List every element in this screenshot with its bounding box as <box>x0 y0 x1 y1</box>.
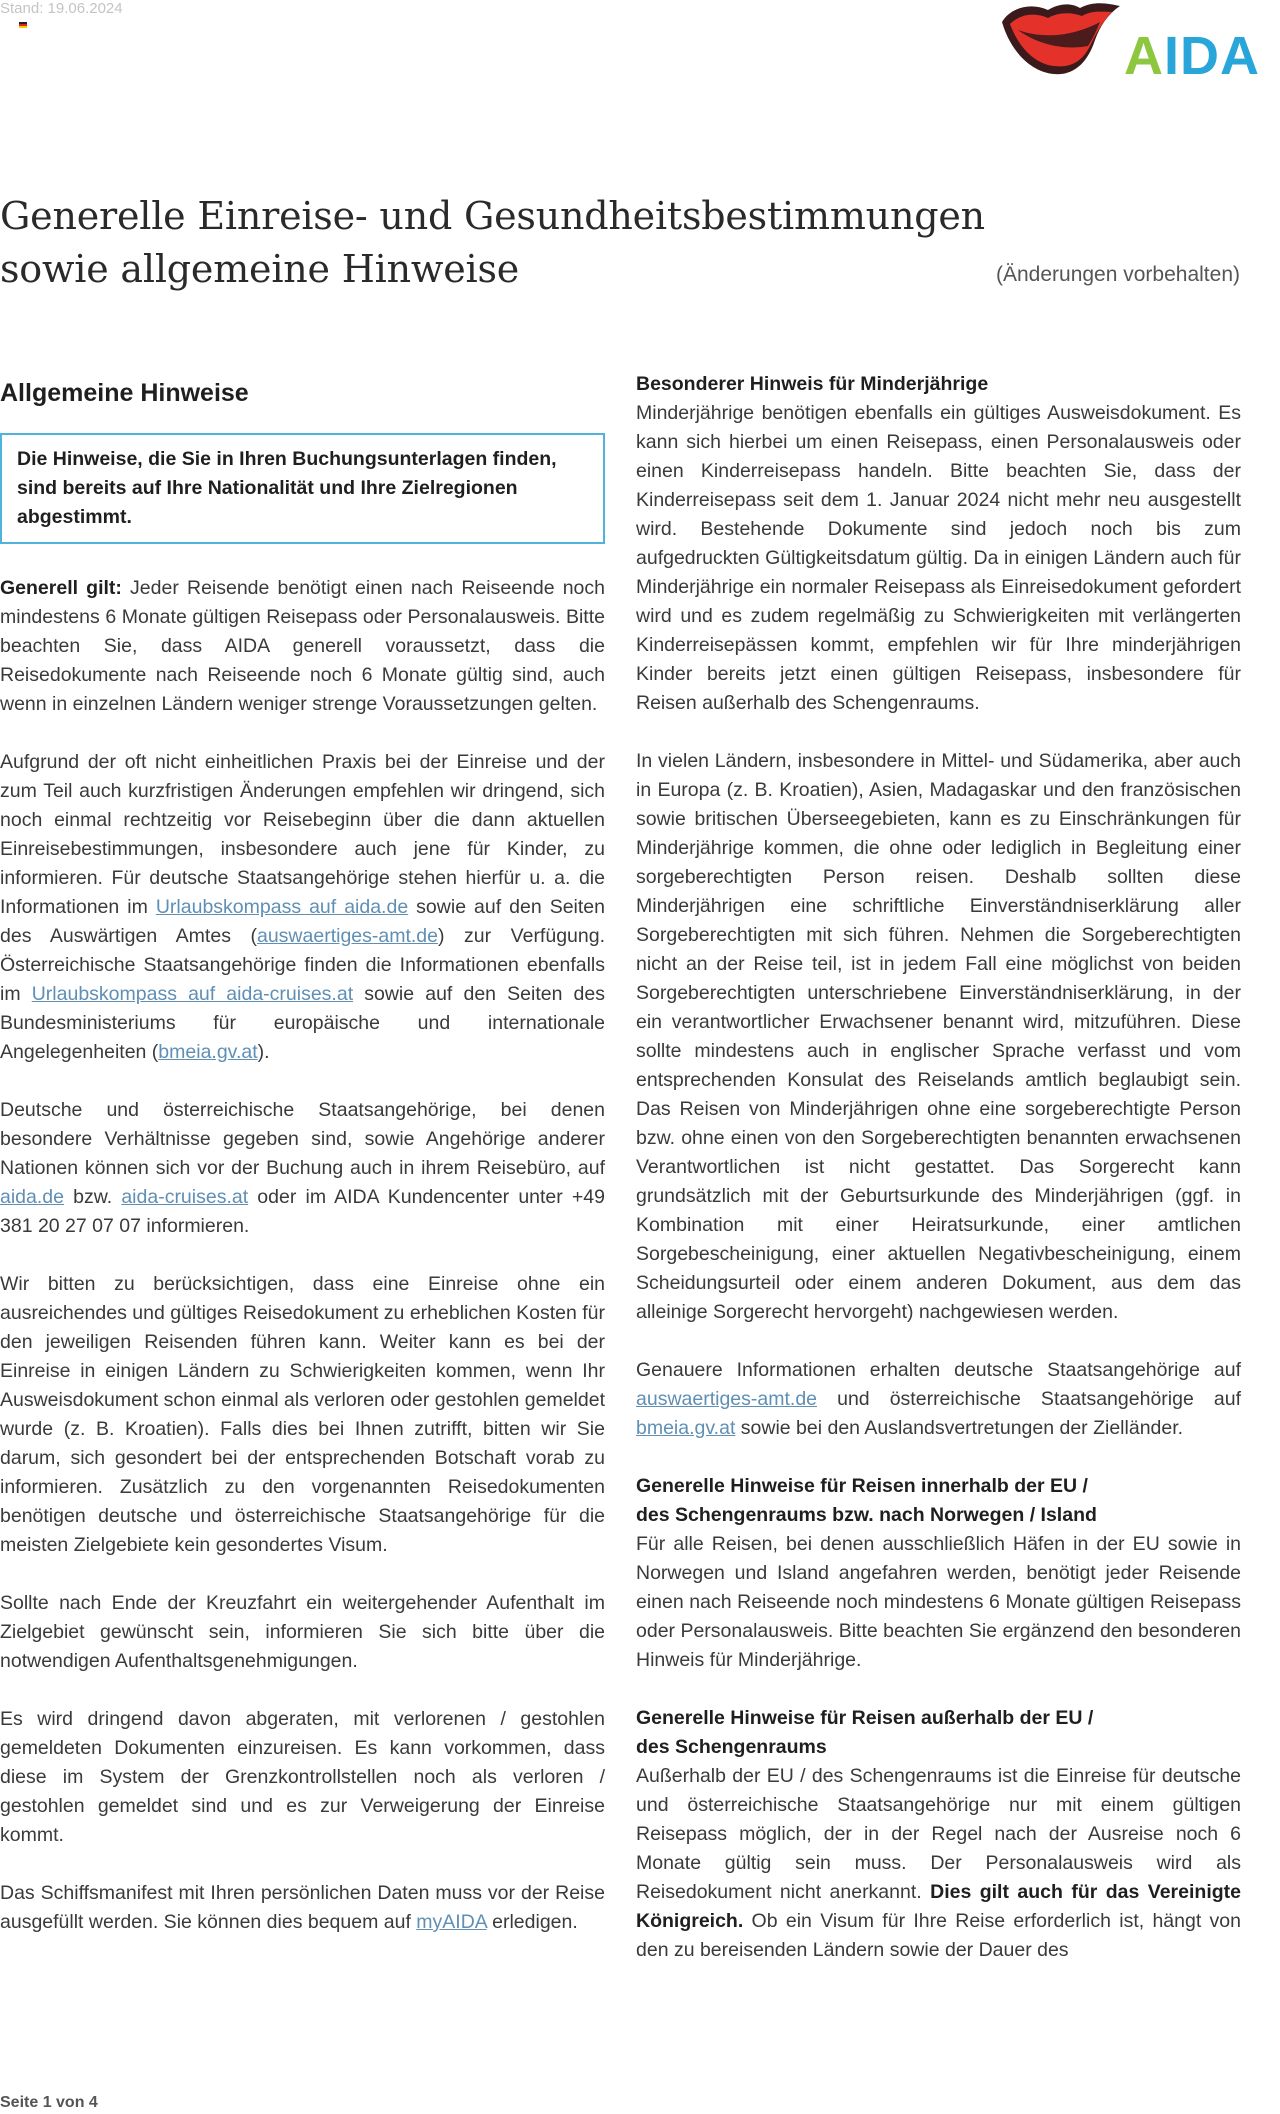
paragraph-recommendation: Aufgrund der oft nicht einheitlichen Praxis bei der Einreise und der zum Teil auch kurzfristigen Änderungen empfehlen wir dringend, sich noch einmal rechtzeitig vor Reisebeginn über die dann aktuellen Einreisebestimmungen, insbesondere auch jene für Kinder, zu informieren. Für deutsche Staatsangehörige stehen hierfür u. a. die Informationen im Urlaubskompass auf aida.de sowie auf den Seiten des Auswärtigen Amtes (auswaertiges-amt.de) zur Verfügung. Österreichische Staatsangehörige finden die Informationen ebenfalls im Urlaubskompass auf aida-cruises.at sowie auf den Seiten des Bundesministeriums für europäische und internationale Angelegenheiten (bmeia.gv.at). <box>0 751 605 1063</box>
link-urlaubskompass-aida-cruises[interactable]: Urlaubskompass auf aida-cruises.at <box>31 983 354 1005</box>
logo-text: AIDA <box>1124 26 1261 80</box>
section-heading-minors: Besonderer Hinweis für Minderjährige <box>636 373 989 395</box>
paragraph-minors-consent: In vielen Ländern, insbesondere in Mittel- und Südamerika, aber auch in Europa (z. B. Kroatien), Asien, Madagaskar und den französischen sowie britischen Überseegebieten, kann es zu Einschränkungen für Minderjährige kommen, die ohne oder lediglich in Begleitung einer sorgeberechtigten Person reisen. Deshalb sollten diese Minderjährigen eine schriftliche Einverständniserklärung aller Sorgeberechtigten mit sich führen. Nehmen die Sorgeberechtigten nicht an der Reise teil, ist in jedem Fall eine möglichst von beiden Sorgeberechtigten unterschriebene Einverständniserklärung, in der ein verantwortlicher Erwachsener benannt wird, mitzuführen. Diese sollte mindestens auch in englischer Sprache verfasst und vom entsprechenden Konsulat des Reiselands amtlich beglaubigt sein. Das Reisen von Minderjährigen ohne eine sorgeberechtigte Person bzw. ohne einen von den Sorgeberechtigten benannten erwachsenen Verantwortlichen ist nicht gestattet. Das Sorgerecht kann grundsätzlich mit der Geburtsurkunde des Minderjährigen (ggf. in Kombination mit einer Heiratsurkunde, einer amtlichen Sorgebescheinigung, einer aktuellen Negativbescheinigung, einem Scheidungsurteil oder einem anderen Dokument, aus dem das alleinige Sorgerecht hervorgeht) nachgewiesen werden. <box>636 750 1241 1323</box>
paragraph-ship-manifest: Das Schiffsmanifest mit Ihren persönlichen Daten muss vor der Reise ausgefüllt werden. Sie können dies bequem auf myAIDA erledigen. <box>0 1882 605 1933</box>
paragraph-costs-warning: Wir bitten zu berücksichtigen, dass eine Einreise ohne ein ausreichendes und gültiges Reisedokument zu erheblichen Kosten für den jeweiligen Reisenden führen kann. Weiter kann es bei der Einreise in einigen Ländern zu Schwierigkeiten kommen, wenn Ihr Ausweisdokument schon einmal als verloren oder gestohlen gemeldet wurde (z. B. Kroatien). Falls dies bei Ihnen zutrifft, bitten wir Sie darum, sich gesondert bei der entsprechenden Botschaft vorab zu informieren. Zusätzlich zu den vorgenannten Reisedokumenten benötigen deutsche und österreichische Staatsangehörige für die meisten Zielgebiete kein gesondertes Visum. <box>0 1273 605 1556</box>
paragraph-general-rule: Generell gilt: Jeder Reisende benötigt einen nach Reiseende noch mindestens 6 Monate gültigen Reisepass oder Personalausweis. Bitte beachten Sie, dass AIDA generell voraussetzt, dass die Reisedokumente nach Reiseende noch 6 Monate gültig sind, auch wenn in einzelnen Ländern weniger strenge Voraussetzungen gelten. <box>0 577 605 715</box>
paragraph-special-cases: Deutsche und österreichische Staatsangehörige, bei denen besondere Verhältnisse gegeben sind, sowie Angehörige anderer Nationen können sich vor der Buchung auch in ihrem Reisebüro, auf aida.de bzw. aida-cruises.at oder im AIDA Kundencenter unter +49 381 20 27 07 07 informieren. <box>0 1099 605 1237</box>
paragraph-eu-travel: Für alle Reisen, bei denen ausschließlich Häfen in der EU sowie in Norwegen und Island angefahren werden, benötigt jeder Reisende einen nach Reiseende noch mindestens 6 Monate gültigen Reisepass oder Personalausweis. Bitte beachten Sie ergänzend den besonderen Hinweis für Minderjährige. <box>636 1533 1241 1671</box>
link-auswaertiges-amt-2[interactable]: auswaertiges-amt.de <box>636 1388 818 1410</box>
link-aida-de[interactable]: aida.de <box>0 1186 64 1208</box>
link-bmeia[interactable]: bmeia.gv.at <box>158 1041 258 1063</box>
uk-note: Dies gilt auch für das Vereinigte Königreich. <box>636 1881 1241 1932</box>
aida-logo <box>1000 0 1280 80</box>
title-line-2: sowie allgemeine Hinweise <box>0 247 520 291</box>
right-column <box>636 370 1241 1965</box>
paragraph-non-eu-travel: Außerhalb der EU / des Schengenraums ist die Einreise für deutsche und österreichische Staatsangehörige nur mit einem gültigen Reisepass möglich, der in der Regel nach der Ausreise noch 6 Monate gültig sein muss. Der Personalausweis wird als Reisedokument nicht anerkannt. Dies gilt auch für das Vereinigte Königreich. Ob ein Visum für Ihre Reise erforderlich ist, hängt von den zu bereisenden Ländern sowie der Dauer des <box>636 1765 1241 1961</box>
paragraph-lost-documents: Es wird dringend davon abgeraten, mit verlorenen / gestohlen gemeldeten Dokumenten einzureisen. Es kann vorkommen, dass diese im System der Grenzkontrollstellen noch als verloren / gestohlen gemeldet sind und es zur Verweigerung der Einreise kommt. <box>0 1708 605 1846</box>
link-urlaubskompass-aida[interactable]: Urlaubskompass auf aida.de <box>155 896 409 918</box>
info-box: Die Hinweise, die Sie in Ihren Buchungsunterlagen finden, sind bereits auf Ihre Nationalität und Ihre Zielregionen abgestimmt. <box>0 433 605 544</box>
section-heading-eu-travel: Generelle Hinweise für Reisen innerhalb der EU / des Schengenraums bzw. nach Norwegen / Island <box>636 1475 1097 1526</box>
section-heading-non-eu-travel: Generelle Hinweise für Reisen außerhalb der EU / des Schengenraums <box>636 1707 1094 1758</box>
paragraph-extended-stay: Sollte nach Ende der Kreuzfahrt ein weitergehender Aufenthalt im Zielgebiet gewünscht sein, informieren Sie sich bitte über die notwendigen Aufenthaltsgenehmigungen. <box>0 1592 605 1672</box>
left-column <box>0 370 605 1937</box>
link-bmeia-2[interactable]: bmeia.gv.at <box>636 1417 736 1439</box>
link-aida-cruises-at[interactable]: aida-cruises.at <box>121 1186 249 1208</box>
page-number: Seite 1 von 4 <box>0 2094 98 2111</box>
paragraph-minors-documents: Minderjährige benötigen ebenfalls ein gültiges Ausweisdokument. Es kann sich hierbei um einen Reisepass, einen Personalausweis oder einen Kinderreisepass handeln. Bitte beachten Sie, dass der Kinderreisepass seit dem 1. Januar 2024 nicht mehr neu ausgestellt wird. Bestehende Dokumente sind jedoch noch bis zum aufgedruckten Gültigkeitsdatum gültig. Da in einigen Ländern auch für Minderjährige ein normaler Reisepass als Einreisedokument gefordert wird und es zudem regelmäßig zu Schwierigkeiten mit verlängerten Kinderreisepässen kommt, empfehlen wir für Ihre minderjährigen Kinder bereits jetzt einen gültigen Reisepass, insbesondere für Reisen außerhalb des Schengenraums. <box>636 402 1241 714</box>
title-line-1: Generelle Einreise- und Gesundheitsbestimmungen <box>0 194 985 238</box>
section-heading-general: Allgemeine Hinweise <box>0 379 249 407</box>
stand-date: Stand: 19.06.2024 <box>0 0 123 17</box>
link-myaida[interactable]: myAIDA <box>416 1911 487 1933</box>
paragraph-more-info: Genauere Informationen erhalten deutsche Staatsangehörige auf auswaertiges-amt.de und österreichische Staatsangehörige auf bmeia.gv.at sowie bei den Auslandsvertretungen der Zielländer. <box>636 1359 1241 1439</box>
reservation-note: (Änderungen vorbehalten) <box>995 263 1240 286</box>
page-title <box>0 190 985 296</box>
link-auswaertiges-amt[interactable]: auswaertiges-amt.de <box>256 925 438 947</box>
german-flag-icon <box>19 22 27 28</box>
general-rule-label: Generell gilt: <box>0 577 122 599</box>
